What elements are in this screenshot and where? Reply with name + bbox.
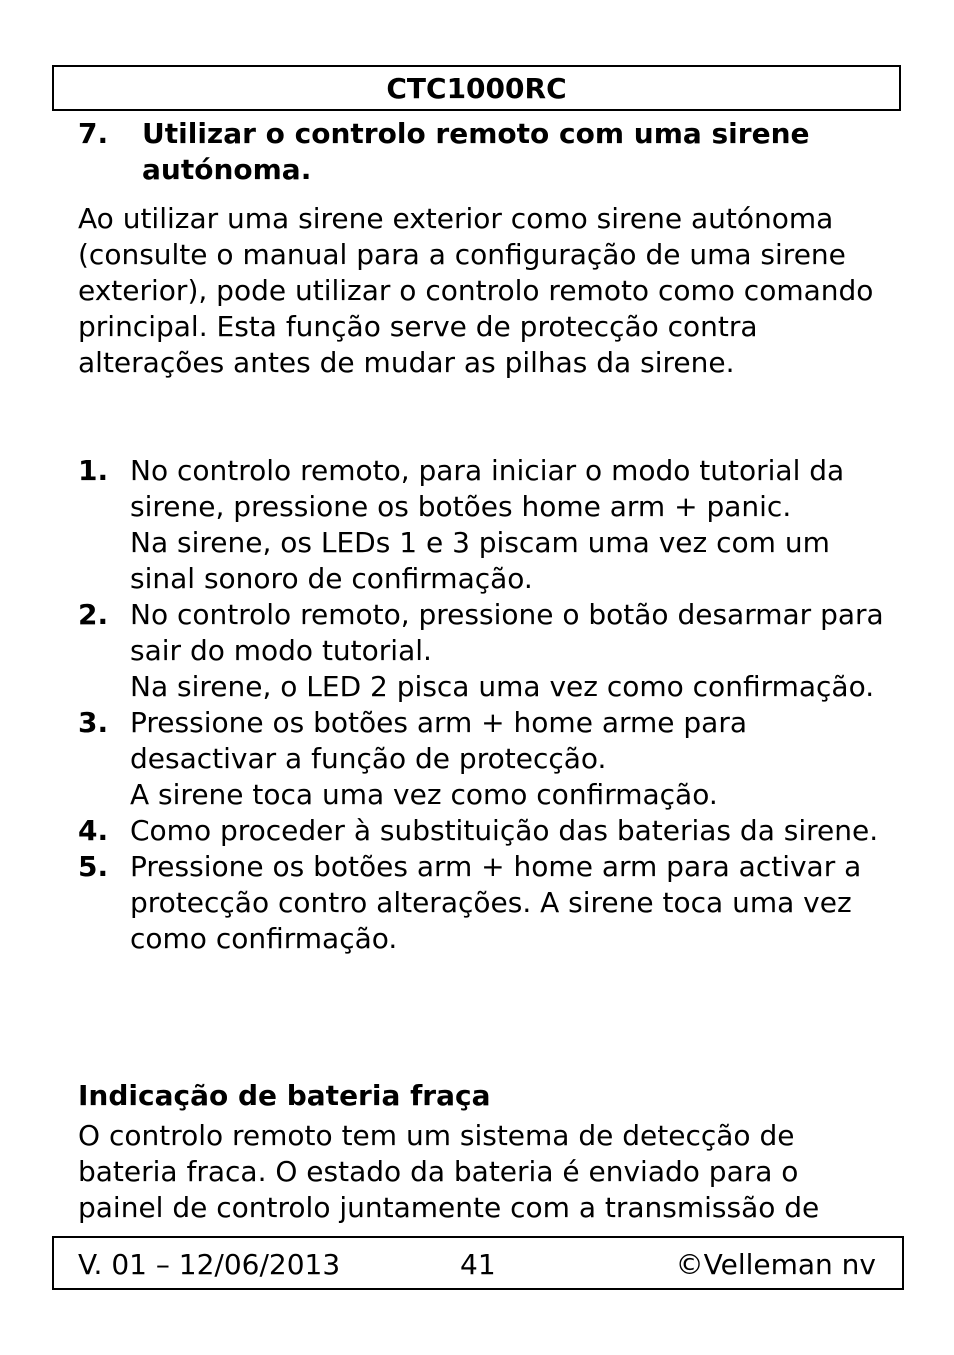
footer-version: V. 01 – 12/06/2013 [78,1248,341,1281]
step-text: Pressione os botões arm + home arme para desactivar a função de protecção. [130,706,747,775]
step-item [78,597,888,705]
footer-copyright: ©Velleman nv [675,1248,876,1281]
document-header [52,65,901,111]
step-text: No controlo remoto, para iniciar o modo tutorial da sirene, pressione os botões home arm + panic. [130,454,845,523]
step-item [78,453,888,597]
low-battery-heading: Indicação de bateria fraça [78,1079,491,1112]
step-result: Na sirene, o LED 2 pisca uma vez como confirmação. [130,670,875,703]
step-number: 2. [78,598,109,631]
step-number: 3. [78,706,109,739]
step-number: 1. [78,454,109,487]
intro-paragraph: Ao utilizar uma sirene exterior como sirene autónoma (consulte o manual para a configuração de uma sirene exterior), pode utilizar o controlo remoto como comando principal. Esta função serve de protecção contra alterações antes de mudar as pilhas da sirene. [78,202,874,379]
step-text: Como proceder à substituição das baterias da sirene. [130,814,879,847]
step-number: 5. [78,850,109,883]
steps-list [78,453,888,957]
section-title: Utilizar o controlo remoto com uma sirene autónoma. [142,117,810,186]
footer-page-number: 41 [460,1248,496,1281]
step-item [78,849,888,957]
document-footer [52,1236,904,1290]
step-result: A sirene toca uma vez como confirmação. [130,778,718,811]
model-name: CTC1000RC [386,71,567,105]
step-text: Pressione os botões arm + home arm para activar a protecção contro alterações. A sirene toca uma vez como confirmação. [130,850,862,955]
step-item [78,813,888,849]
section-heading [78,116,878,188]
low-battery-paragraph: O controlo remoto tem um sistema de detecção de bateria fraca. O estado da bateria é enviado para o painel de controlo juntamente com a transmissão de [78,1119,820,1224]
step-result: Na sirene, os LEDs 1 e 3 piscam uma vez com um sinal sonoro de confirmação. [130,526,830,595]
step-item [78,705,888,813]
step-text: No controlo remoto, pressione o botão desarmar para sair do modo tutorial. [130,598,884,667]
section-number: 7. [78,117,109,150]
step-number: 4. [78,814,109,847]
